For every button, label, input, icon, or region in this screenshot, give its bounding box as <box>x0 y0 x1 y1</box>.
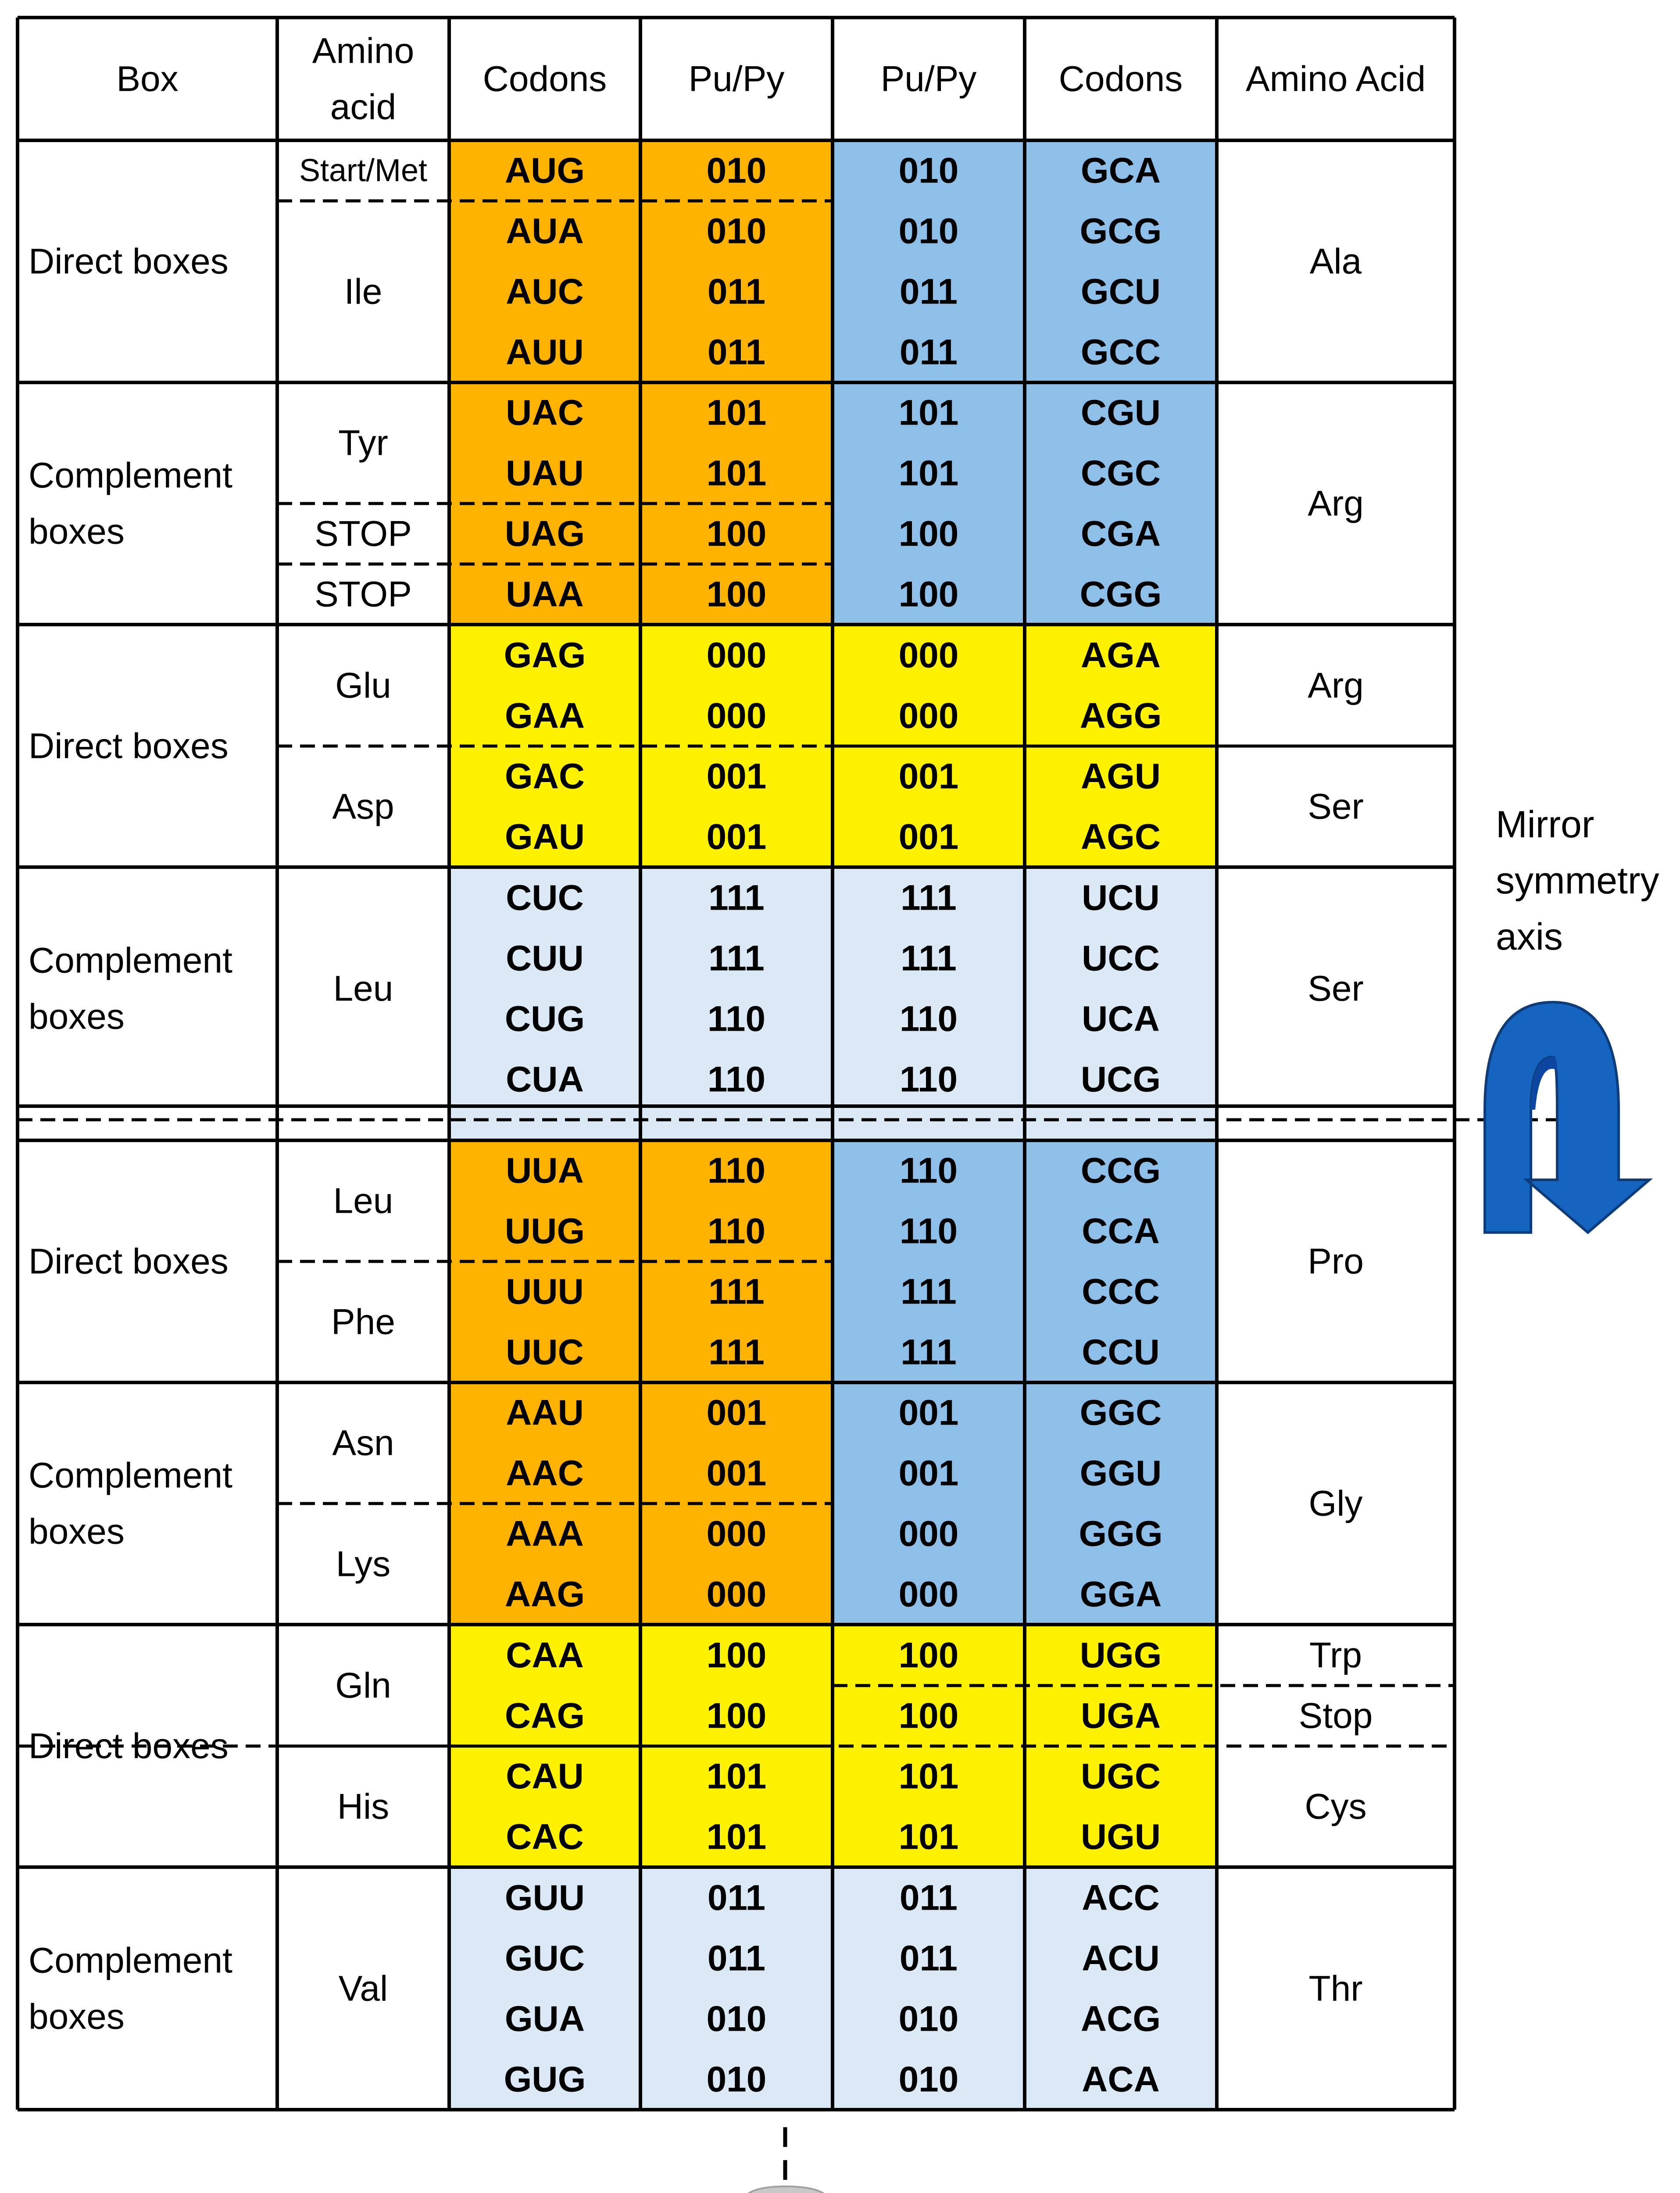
pupy-right: 011 <box>899 332 958 372</box>
box-type-label: boxes <box>29 996 125 1037</box>
amino-acid-right: Arg <box>1308 483 1364 524</box>
amino-acid-right: Stop <box>1298 1696 1373 1736</box>
pupy-left: 100 <box>706 574 767 614</box>
pupy-right: 011 <box>899 271 958 312</box>
codon-right: ACA <box>1082 2059 1160 2100</box>
pupy-left: 110 <box>707 1150 766 1191</box>
codon-right: CCA <box>1082 1211 1160 1251</box>
curved-arrow-down-icon <box>1485 1002 1649 1232</box>
amino-acid-left: Lys <box>336 1544 391 1584</box>
header-1: acid <box>330 87 397 127</box>
amino-acid-right: Thr <box>1308 1968 1363 2009</box>
amino-acid-left: Gln <box>335 1665 391 1706</box>
pupy-left: 001 <box>706 1453 767 1493</box>
codon-right: GCC <box>1080 332 1161 372</box>
pupy-left: 111 <box>708 878 765 918</box>
codon-right: UCA <box>1082 999 1160 1039</box>
pupy-left: 001 <box>706 817 767 857</box>
codon-right: CCU <box>1082 1332 1160 1372</box>
codon-right: CGG <box>1079 574 1162 614</box>
mirror-label-line: Mirror <box>1496 804 1594 846</box>
pupy-left: 110 <box>707 1211 766 1251</box>
box-type-label: Complement <box>29 1455 232 1496</box>
amino-acid-left: Leu <box>333 968 393 1009</box>
codon-left: UAG <box>504 514 585 554</box>
header-0: Box <box>116 59 179 99</box>
amino-acid-left: Glu <box>335 665 391 706</box>
pupy-right: 111 <box>901 1332 957 1372</box>
codon-left: GAG <box>504 635 586 675</box>
codon-right: GCU <box>1080 271 1161 312</box>
pupy-right: 100 <box>898 514 959 554</box>
rotate-arrow-icon <box>726 2186 831 2193</box>
codon-left: CAU <box>506 1756 584 1797</box>
codon-left: CUU <box>506 938 584 979</box>
codon-left: CAG <box>504 1696 585 1736</box>
pupy-left: 000 <box>706 635 767 675</box>
pupy-right: 000 <box>898 1574 959 1614</box>
codon-left: AUC <box>506 271 584 312</box>
codon-right: AGU <box>1080 756 1161 796</box>
header-6: Amino Acid <box>1245 59 1426 99</box>
pupy-right: 001 <box>898 817 959 857</box>
box-type-label: Complement <box>29 455 232 496</box>
pupy-left: 010 <box>706 150 767 191</box>
box-type-label: Complement <box>29 940 232 981</box>
pupy-right: 010 <box>898 211 959 251</box>
amino-acid-right: Ser <box>1308 786 1364 827</box>
codon-right: GCA <box>1080 150 1161 191</box>
codon-left: UAA <box>506 574 584 614</box>
codon-right: ACU <box>1082 1938 1160 1979</box>
codon-left: AUA <box>506 211 584 251</box>
pupy-right: 011 <box>899 1878 958 1918</box>
codon-right: GGC <box>1079 1393 1162 1433</box>
pupy-right: 001 <box>898 1453 959 1493</box>
codon-right: UGC <box>1080 1756 1161 1797</box>
codon-right: UCG <box>1080 1059 1161 1100</box>
pupy-left: 101 <box>706 453 767 493</box>
header-4: Pu/Py <box>880 59 977 99</box>
codon-left: GAU <box>504 817 585 857</box>
pupy-right: 011 <box>899 1938 958 1979</box>
codon-left: GUA <box>504 1999 585 2039</box>
codon-right: CGA <box>1080 514 1161 554</box>
box-type-label: boxes <box>29 511 125 552</box>
codon-left: AAC <box>506 1453 584 1493</box>
box-type-label: Direct boxes <box>29 1726 229 1766</box>
pupy-right: 101 <box>898 1817 959 1857</box>
amino-acid-left: His <box>337 1786 390 1827</box>
amino-acid-right: Trp <box>1309 1635 1362 1675</box>
codon-left: GUG <box>504 2059 586 2100</box>
pupy-right: 101 <box>898 393 959 433</box>
codon-left: UUG <box>504 1211 585 1251</box>
pupy-left: 000 <box>706 696 767 736</box>
pupy-right: 000 <box>898 1514 959 1554</box>
codon-left: AUG <box>504 150 585 191</box>
amino-acid-left: Ile <box>344 271 382 312</box>
pupy-right: 000 <box>898 635 959 675</box>
box-type-label: boxes <box>29 1997 125 2037</box>
codon-right: UCC <box>1082 938 1160 979</box>
amino-acid-right: Pro <box>1308 1241 1364 1282</box>
amino-acid-left: STOP <box>315 514 412 554</box>
codon-left: GUC <box>504 1938 585 1979</box>
amino-acid-left: Start/Met <box>299 153 428 188</box>
codon-left: AAG <box>504 1574 585 1614</box>
pupy-left: 100 <box>706 1696 767 1736</box>
pupy-left: 011 <box>707 1878 766 1918</box>
codon-right: UGA <box>1080 1696 1161 1736</box>
pupy-left: 001 <box>706 756 767 796</box>
pupy-left: 010 <box>706 211 767 251</box>
codon-right: CCC <box>1082 1272 1160 1312</box>
pupy-left: 011 <box>707 271 766 312</box>
codon-right: AGC <box>1080 817 1161 857</box>
pupy-left: 010 <box>706 1999 767 2039</box>
pupy-right: 111 <box>901 1272 957 1312</box>
codon-left: UAC <box>506 393 584 433</box>
pupy-left: 001 <box>706 1393 767 1433</box>
codon-right: UGU <box>1080 1817 1161 1857</box>
codon-right: ACG <box>1080 1999 1161 2039</box>
pupy-right: 010 <box>898 1999 959 2039</box>
codon-left: AAA <box>506 1514 584 1554</box>
pupy-left: 000 <box>706 1574 767 1614</box>
codon-left: UUA <box>506 1150 584 1191</box>
pupy-left: 101 <box>706 393 767 433</box>
codon-right: CCG <box>1080 1150 1161 1191</box>
pupy-right: 110 <box>899 1211 958 1251</box>
box-type-label: Direct boxes <box>29 1241 229 1282</box>
codon-right: CGC <box>1080 453 1161 493</box>
codon-left: UAU <box>506 453 584 493</box>
pupy-left: 100 <box>706 1635 767 1675</box>
pupy-left: 011 <box>707 332 766 372</box>
amino-acid-right: Ser <box>1308 968 1364 1009</box>
codon-right: GGA <box>1079 1574 1162 1614</box>
header-1: Amino <box>312 31 415 71</box>
pupy-left: 110 <box>707 1059 766 1100</box>
box-type-label: boxes <box>29 1511 125 1552</box>
pupy-right: 101 <box>898 453 959 493</box>
codon-right: AGA <box>1080 635 1161 675</box>
codon-left: CUC <box>506 878 584 918</box>
pupy-right: 001 <box>898 1393 959 1433</box>
codon-left: GAA <box>504 696 585 736</box>
pupy-left: 100 <box>706 514 767 554</box>
amino-acid-left: STOP <box>315 574 412 614</box>
codon-right: GGU <box>1079 1453 1162 1493</box>
amino-acid-left: Leu <box>333 1181 393 1221</box>
pupy-left: 101 <box>706 1817 767 1857</box>
codon-right: AGG <box>1079 696 1162 736</box>
pupy-right: 111 <box>901 938 957 979</box>
pupy-left: 010 <box>706 2059 767 2100</box>
amino-acid-right: Arg <box>1308 665 1364 706</box>
amino-acid-left: Asn <box>332 1423 394 1463</box>
header-2: Codons <box>483 59 607 99</box>
pupy-left: 110 <box>707 999 766 1039</box>
codon-right: CGU <box>1080 393 1161 433</box>
pupy-right: 010 <box>898 150 959 191</box>
pupy-left: 000 <box>706 1514 767 1554</box>
codon-right: GGG <box>1079 1514 1163 1554</box>
codon-left: AUU <box>506 332 584 372</box>
header-5: Codons <box>1058 59 1183 99</box>
pupy-right: 100 <box>898 1635 959 1675</box>
box-type-label: Direct boxes <box>29 241 229 282</box>
box-type-label: Direct boxes <box>29 726 229 766</box>
pupy-right: 100 <box>898 1696 959 1736</box>
pupy-right: 110 <box>899 1059 958 1100</box>
pupy-left: 111 <box>708 1332 765 1372</box>
mirror-label-line: symmetry <box>1496 860 1659 902</box>
codon-left: CUG <box>504 999 585 1039</box>
codon-right: GCG <box>1079 211 1162 251</box>
codon-left: GUU <box>504 1878 585 1918</box>
codon-right: UCU <box>1082 878 1160 918</box>
pupy-right: 000 <box>898 696 959 736</box>
amino-acid-left: Val <box>338 1968 388 2009</box>
pupy-right: 100 <box>898 574 959 614</box>
codon-left: AAU <box>506 1393 584 1433</box>
pupy-right: 101 <box>898 1756 959 1797</box>
pupy-left: 111 <box>708 938 765 979</box>
pupy-left: 011 <box>707 1938 766 1979</box>
amino-acid-right: Cys <box>1305 1786 1367 1827</box>
pupy-right: 111 <box>901 878 957 918</box>
codon-left: UUC <box>506 1332 584 1372</box>
header-3: Pu/Py <box>688 59 785 99</box>
mirror-label-line: axis <box>1496 916 1563 958</box>
pupy-left: 111 <box>708 1272 765 1312</box>
amino-acid-right: Gly <box>1308 1483 1363 1524</box>
codon-right: UGG <box>1079 1635 1162 1675</box>
codon-left: GAC <box>504 756 585 796</box>
amino-acid-left: Asp <box>332 786 394 827</box>
codon-left: UUU <box>506 1272 584 1312</box>
pupy-right: 001 <box>898 756 959 796</box>
codon-right: ACC <box>1082 1878 1160 1918</box>
pupy-right: 010 <box>898 2059 959 2100</box>
amino-acid-left: Phe <box>331 1302 395 1342</box>
codon-left: CAA <box>506 1635 584 1675</box>
pupy-left: 101 <box>706 1756 767 1797</box>
box-type-label: Complement <box>29 1940 232 1981</box>
codon-left: CUA <box>506 1059 584 1100</box>
pupy-right: 110 <box>899 999 958 1039</box>
codon-left: CAC <box>506 1817 584 1857</box>
pupy-right: 110 <box>899 1150 958 1191</box>
amino-acid-left: Tyr <box>338 423 388 463</box>
amino-acid-right: Ala <box>1309 241 1362 282</box>
